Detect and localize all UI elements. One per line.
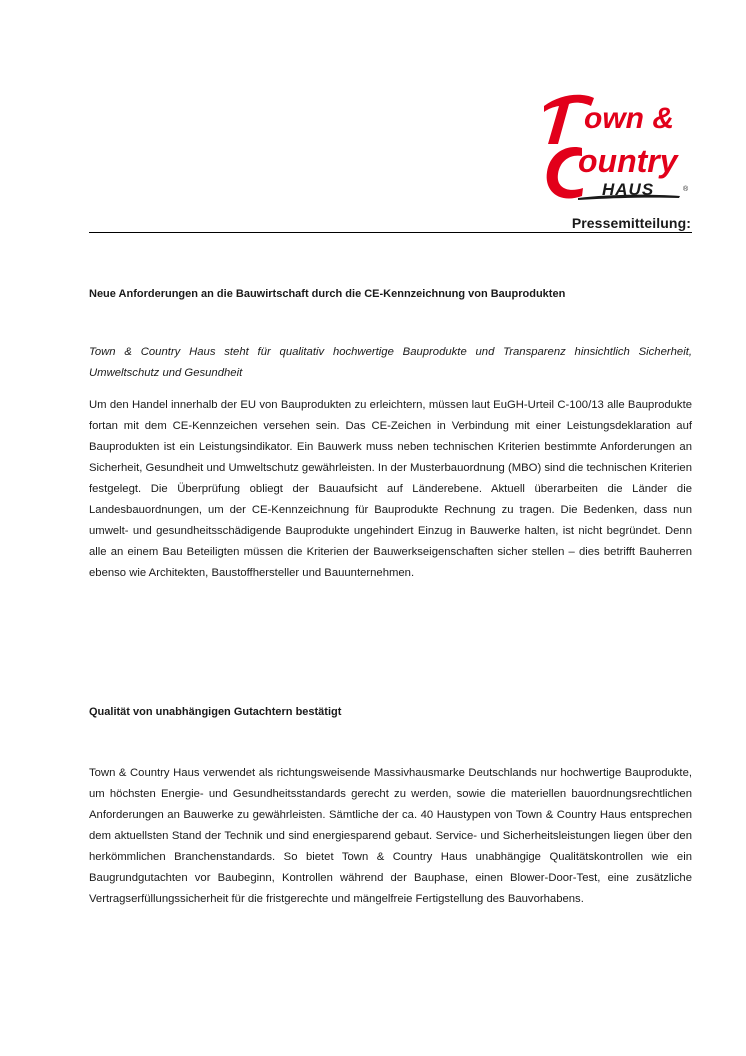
header-divider xyxy=(89,232,692,233)
logo-line3: HAUS xyxy=(602,180,655,199)
logo-line2: ountry xyxy=(578,143,678,179)
article-paragraph-2: Town & Country Haus verwendet als richtungsweisende Massivhausmarke Deutschlands nur hochwertige Bauprodukte, um höchsten Energie- und Gesundheitsstandards gerecht zu werden, sowie die materiellen bauordnungsrechtlichen Anforderungen an Bauwerke zu gewährleisten. Sämtliche der ca. 40 Haustypen von Town & Country Haus entsprechen dem aktuellsten Stand der Technik und sind energiesparend gebaut. Service- und Sicherheitsleistungen liegen über den herkömmlichen Branchenstandards. So bietet Town & Country Haus unabhängige Qualitätskontrollen wie ein Baugrundgutachten vor Baubeginn, Kontrollen während der Bauphase, einen Blower-Door-Test, eine zusätzliche Vertragserfüllungssicherheit für die fristgerechte und mängelfreie Fertigstellung des Bauvorhabens. xyxy=(89,767,692,905)
logo-registered-mark: ® xyxy=(683,186,689,193)
press-release-label: Pressemitteilung: xyxy=(571,215,691,231)
logo-graphic xyxy=(538,92,698,204)
logo-line1: own & xyxy=(584,102,674,135)
article-headline: Neue Anforderungen an die Bauwirtschaft durch die CE-Kennzeichnung von Bauprodukten xyxy=(89,288,566,300)
article-subheading: Qualität von unabhängigen Gutachtern bestätigt xyxy=(89,706,342,718)
article-lead: Town & Country Haus steht für qualitativ hochwertige Bauprodukte und Transparenz hinsichtlich Sicherheit, Umweltschutz und Gesundheit xyxy=(89,346,692,379)
town-country-haus-logo xyxy=(538,92,698,204)
article-paragraph-1: Um den Handel innerhalb der EU von Bauprodukten zu erleichtern, müssen laut EuGH-Urteil C-100/13 alle Bauprodukte fortan mit dem CE-Kennzeichen versehen sein. Das CE-Zeichen in Verbindung mit einer Leistungsdeklaration auf Bauprodukten ist ein Leistungsindikator. Ein Bauwerk muss neben technischen Kriterien bestimmte Anforderungen an Sicherheit, Gesundheit und Umweltschutz gewährleisten. In der Musterbauordnung (MBO) sind die technischen Kriterien festgelegt. Die Überprüfung obliegt der Bauaufsicht auf Länderebene. Aktuell überarbeiten die Länder die Landesbauordnungen, um der CE-Kennzeichnung für Bauprodukte Rechnung zu tragen. Die Bedenken, dass nun umwelt- und gesundheitsschädigende Bauprodukte ungehindert Einzug in Bauwerke halten, ist nicht begründet. Denn alle an einem Bau Beteiligten müssen die Kriterien der Bauwerkseigenschaften sicher stellen – dies betrifft Bauherren ebenso wie Architekten, Baustoffhersteller und Bauunternehmen. xyxy=(89,399,692,579)
